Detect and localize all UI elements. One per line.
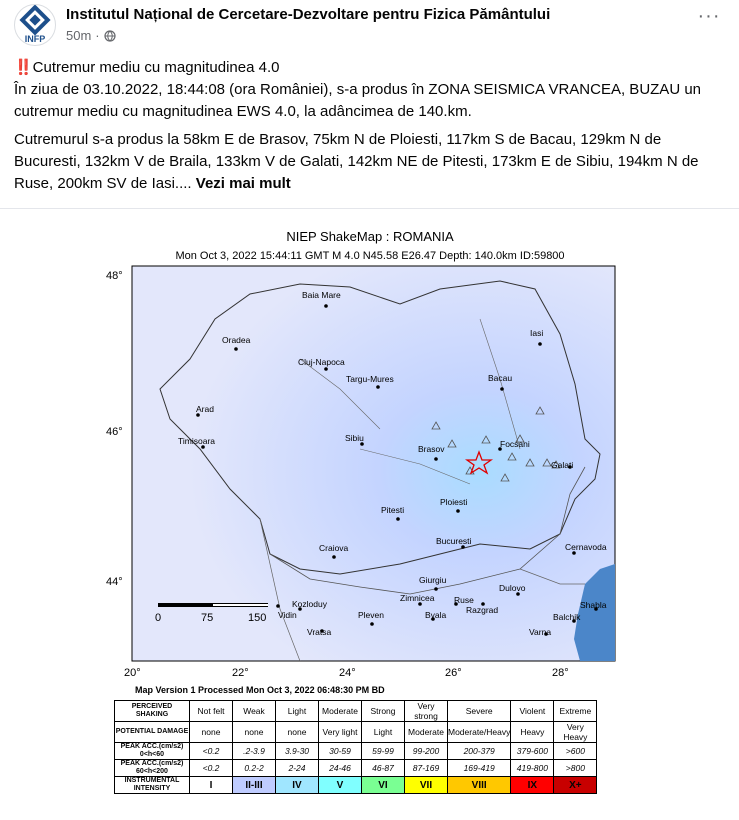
legend-cell: 200-379 xyxy=(448,743,511,760)
legend-cell: >600 xyxy=(554,743,597,760)
city-label: Oradea xyxy=(222,335,251,345)
legend-row xyxy=(115,701,597,722)
legend-cell: Light xyxy=(362,722,405,743)
city-label: Ploiesti xyxy=(440,497,468,507)
legend-cell: X+ xyxy=(554,777,597,794)
infp-logo-icon xyxy=(15,5,55,45)
city-label: Baia Mare xyxy=(302,290,341,300)
city-label: Sibiu xyxy=(345,433,364,443)
city-label: Brasov xyxy=(418,444,445,454)
city-label: Cluj-Napoca xyxy=(298,357,345,367)
legend-cell: Heavy xyxy=(511,722,554,743)
map-area xyxy=(132,266,615,661)
legend-cell: <0.2 xyxy=(190,743,233,760)
post-body-2 xyxy=(14,129,724,195)
scale-label: 75 xyxy=(201,612,214,624)
city-label: Targu-Mures xyxy=(346,374,394,384)
city-label: Vratsa xyxy=(307,627,332,637)
legend-cell: 30-59 xyxy=(319,743,362,760)
legend-cell: 87-169 xyxy=(405,760,448,777)
legend-row xyxy=(115,743,597,760)
legend-cell: 0.2-2 xyxy=(233,760,276,777)
legend-cell: 169-419 xyxy=(448,760,511,777)
legend-cell: Extreme xyxy=(554,701,597,722)
legend-row-label: PEAK ACC.(cm/s2) 0<h<60 xyxy=(115,743,190,760)
city-label: Kozloduy xyxy=(292,599,327,609)
legend-cell: Very Heavy xyxy=(554,722,597,743)
scale-label: 0 xyxy=(155,612,162,624)
legend-cell: VI xyxy=(362,777,405,794)
page-name-link[interactable]: Institutul Național de Cercetare-Dezvoltare pentru Fizica Pământului xyxy=(66,6,551,23)
city-label: Byala xyxy=(425,610,447,620)
legend-cell: 379-600 xyxy=(511,743,554,760)
map-title: NIEP ShakeMap : ROMANIA xyxy=(286,229,454,244)
legend-cell: Strong xyxy=(362,701,405,722)
legend-cell: Moderate xyxy=(405,722,448,743)
post-body-1: În ziua de 03.10.2022, 18:44:08 (ora României), s-a produs în ZONA SEISMICA VRANCEA, BUZAU un cutremur mediu cu magnitudinea EWS 4.0, la adâncimea de 140.km. xyxy=(14,81,701,120)
scale-label: 150 xyxy=(248,612,267,624)
post-header xyxy=(14,4,725,48)
city-label: Craiova xyxy=(319,543,349,553)
legend-cell: Moderate xyxy=(319,701,362,722)
city-label: Pleven xyxy=(358,610,384,620)
legend-cell: II-III xyxy=(233,777,276,794)
legend-cell: 46-87 xyxy=(362,760,405,777)
map-subtitle: Mon Oct 3, 2022 15:44:11 GMT M 4.0 N45.58 E26.47 Depth: 140.0km ID:59800 xyxy=(175,250,565,262)
lon-label: 24° xyxy=(339,667,356,679)
dot-separator: · xyxy=(95,28,100,43)
city-label: Zimnicea xyxy=(400,593,435,603)
post-time[interactable]: 50m xyxy=(66,28,92,43)
post-headline: ‼️Cutremur mediu cu magnitudinea 4.0 xyxy=(14,59,280,76)
lon-label: 28° xyxy=(552,667,569,679)
city-label: Balchik xyxy=(553,612,581,622)
city-label: Arad xyxy=(196,404,214,414)
legend-row-label: INSTRUMENTAL INTENSITY xyxy=(115,777,190,794)
legend-cell: <0.2 xyxy=(190,760,233,777)
legend-cell: Not felt xyxy=(190,701,233,722)
city-label: Razgrad xyxy=(466,605,499,615)
legend-cell: Severe xyxy=(448,701,511,722)
city-label: Giurgiu xyxy=(419,575,447,585)
legend-row xyxy=(115,722,597,743)
post-meta xyxy=(66,28,116,43)
legend-row xyxy=(115,777,597,794)
post-text xyxy=(14,57,724,201)
legend-cell: none xyxy=(190,722,233,743)
legend-row xyxy=(115,760,597,777)
legend-cell: Light xyxy=(276,701,319,722)
legend-cell: 419-800 xyxy=(511,760,554,777)
city-label: Focsani xyxy=(500,439,530,449)
city-label: Vidin xyxy=(278,610,297,620)
legend-cell: none xyxy=(276,722,319,743)
city-label: Timisoara xyxy=(178,436,215,446)
legend-cell: 24-46 xyxy=(319,760,362,777)
lat-label: 48° xyxy=(106,270,123,282)
legend-cell: 2-24 xyxy=(276,760,319,777)
legend-row-label: PERCEIVED SHAKING xyxy=(115,701,190,722)
city-label: Shabla xyxy=(580,600,607,610)
see-more-link[interactable]: Vezi mai mult xyxy=(195,175,291,192)
legend-row-label: PEAK ACC.(cm/s2) 60<h<200 xyxy=(115,760,190,777)
city-label: Bucuresti xyxy=(436,536,472,546)
page-avatar[interactable] xyxy=(14,4,56,46)
city-label: Galati xyxy=(551,460,574,470)
legend-cell: IV xyxy=(276,777,319,794)
intensity-legend-table xyxy=(114,700,597,794)
legend-cell: Very light xyxy=(319,722,362,743)
legend-cell: I xyxy=(190,777,233,794)
legend-cell: IX xyxy=(511,777,554,794)
legend-cell: Moderate/Heavy xyxy=(448,722,511,743)
legend-cell: Violent xyxy=(511,701,554,722)
lon-label: 26° xyxy=(445,667,462,679)
city-label: Pitesti xyxy=(381,505,405,515)
lon-label: 22° xyxy=(232,667,249,679)
legend-cell: >800 xyxy=(554,760,597,777)
legend-cell: 99-200 xyxy=(405,743,448,760)
legend-cell: 3.9-30 xyxy=(276,743,319,760)
more-options-button[interactable]: ··· xyxy=(697,5,721,27)
legend-cell: 59-99 xyxy=(362,743,405,760)
lon-label: 20° xyxy=(124,667,141,679)
lat-label: 46° xyxy=(106,426,123,438)
globe-icon xyxy=(104,30,116,42)
legend-cell: VII xyxy=(405,777,448,794)
city-label: Cernavoda xyxy=(565,542,607,552)
legend-cell: none xyxy=(233,722,276,743)
city-label: Ruse xyxy=(454,595,474,605)
legend-row-label: POTENTIAL DAMAGE xyxy=(115,722,190,743)
legend-cell: VIII xyxy=(448,777,511,794)
lat-label: 44° xyxy=(106,576,123,588)
avatar-text: INFP xyxy=(24,34,46,44)
city-label: Iasi xyxy=(530,328,544,338)
city-label: Varna xyxy=(529,627,552,637)
legend-cell: V xyxy=(319,777,362,794)
city-label: Bacau xyxy=(488,373,513,383)
legend-cell: .2-3.9 xyxy=(233,743,276,760)
legend-cell: Very strong xyxy=(405,701,448,722)
legend-cell: Weak xyxy=(233,701,276,722)
city-label: Dulovo xyxy=(499,583,526,593)
post-body-2-text: Cutremurul s-a produs la 58km E de Brasov, 75km N de Ploiesti, 117km S de Bacau, 129km N de Bucuresti, 132km V de Braila, 133km V de Galati, 142km NE de Pitesti, 173km E de Sibiu, 194km N de Ruse, 200km SV de Iasi.... xyxy=(14,131,699,192)
map-footer: Map Version 1 Processed Mon Oct 3, 2022 06:48:30 PM BD xyxy=(135,685,385,695)
